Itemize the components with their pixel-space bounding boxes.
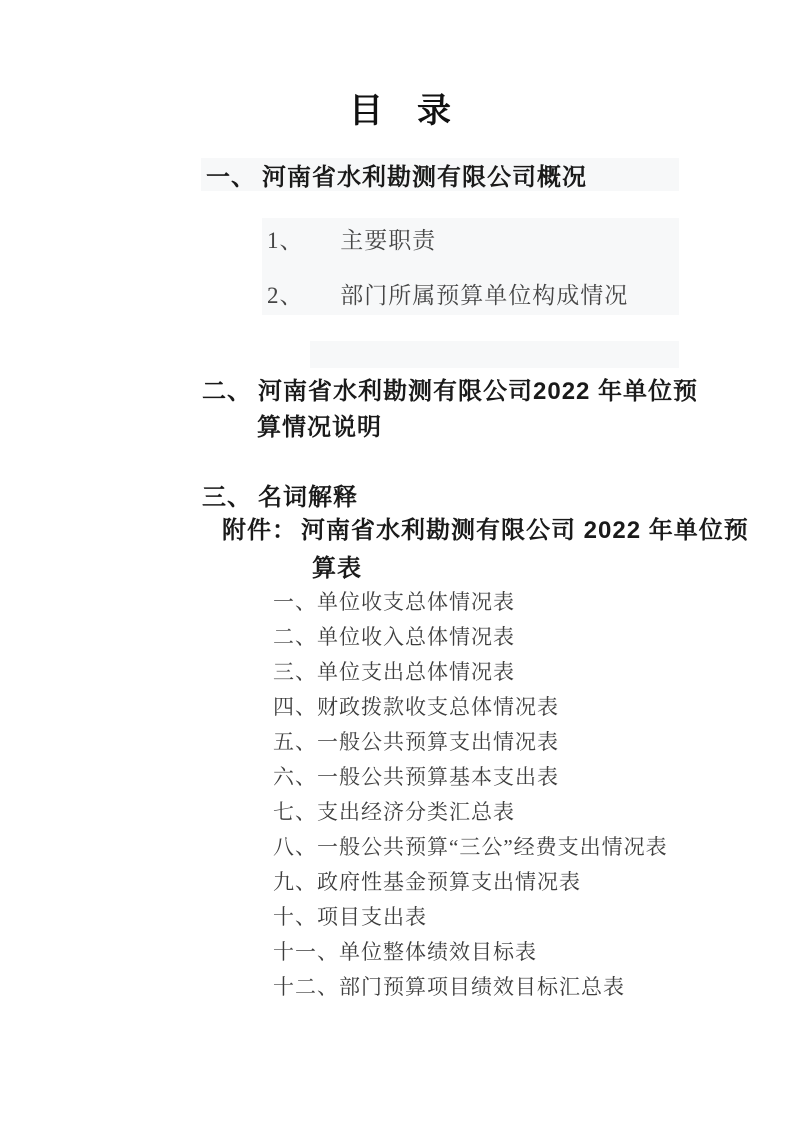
attachment-prefix: 附件： — [222, 517, 297, 544]
section3-label: 名词解释 — [258, 484, 358, 511]
attachment-table-item: 九、政府性基金预算支出情况表 — [273, 870, 581, 894]
section2-line2: 算情况说明 — [257, 414, 382, 441]
attachment-table-item: 三、单位支出总体情况表 — [273, 660, 515, 684]
attachment-line1 — [222, 512, 749, 550]
attachment-table-list — [273, 585, 703, 1005]
attachment-table-item: 四、财政拨款收支总体情况表 — [273, 695, 559, 719]
attachment-table-item: 六、一般公共预算基本支出表 — [273, 765, 559, 789]
attachment-table-item: 十二、部门预算项目绩效目标汇总表 — [273, 975, 625, 999]
attachment-table-item: 一、单位收支总体情况表 — [273, 590, 515, 614]
highlight-box-section1 — [201, 158, 679, 191]
attachment-table-item: 七、支出经济分类汇总表 — [273, 800, 515, 824]
section2-heading — [202, 374, 698, 446]
sub-item-1-number: 1、 — [267, 228, 304, 253]
attachment-table-item: 五、一般公共预算支出情况表 — [273, 730, 559, 754]
toc-sub-item-1 — [267, 225, 436, 257]
sub-item-2-label: 部门所属预算单位构成情况 — [340, 283, 629, 308]
highlight-box-empty — [310, 341, 679, 368]
section1-label: 河南省水利勘测有限公司概况 — [262, 164, 587, 191]
section2-line1 — [202, 374, 698, 410]
attachment-table-item: 十、项目支出表 — [273, 905, 427, 929]
section2-number: 二、 — [202, 378, 252, 405]
section1-number: 一、 — [206, 164, 256, 191]
attachment-table-item: 二、单位收入总体情况表 — [273, 625, 515, 649]
section2-label: 河南省水利勘测有限公司2022 年单位预 — [258, 378, 699, 405]
section3-number: 三、 — [202, 484, 252, 511]
section3-heading — [202, 480, 358, 516]
attachment-table-item: 十一、单位整体绩效目标表 — [273, 940, 537, 964]
sub-item-1-label: 主要职责 — [340, 228, 437, 253]
page-title: 目 录 — [349, 93, 451, 130]
attachment-line2: 算表 — [312, 555, 362, 582]
attachment-label: 河南省水利勘测有限公司 2022 年单位预 — [301, 517, 749, 544]
sub-item-2-number: 2、 — [267, 283, 304, 308]
attachment-table-item: 八、一般公共预算“三公”经费支出情况表 — [273, 835, 668, 859]
toc-sub-item-2 — [267, 280, 628, 312]
attachment-heading — [222, 512, 749, 588]
